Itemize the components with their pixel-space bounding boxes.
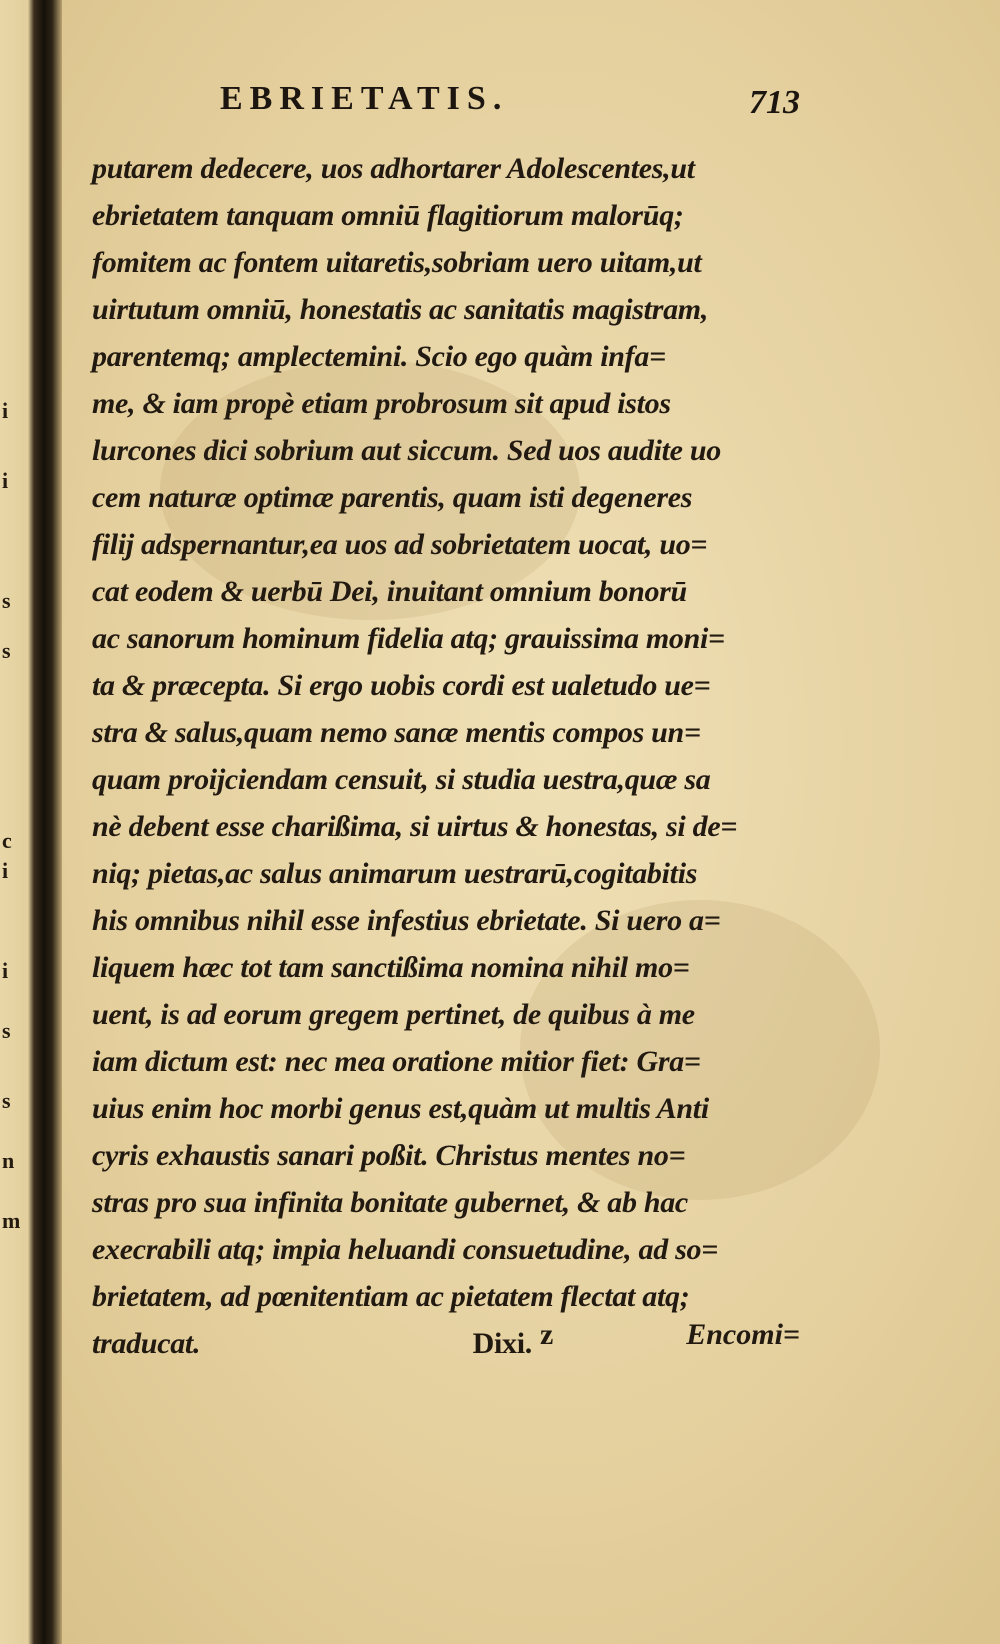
text-line: cyris exhaustis sanari poßit. Christus mentes no= [92,1139,686,1172]
text-line: nè debent esse charißima, si uirtus & honestas, si de= [92,810,738,843]
catchword: Encomi= [686,1318,800,1351]
text-line: ebrietatem tanquam omniū flagitiorum malorūq; [92,199,684,232]
gutter-mark: s [2,1088,11,1113]
text-line: fomitem ac fontem uitaretis,sobriam uero uitam,ut [92,246,702,279]
gutter-mark: m [2,1208,21,1233]
catchline [540,1318,800,1358]
body-text [92,145,792,1367]
text-line: his omnibus nihil esse infestius ebrietate. Si uero a= [92,904,721,937]
gutter-mark: i [2,858,9,883]
text-line: me, & iam propè etiam probrosum sit apud istos [92,387,671,420]
gutter-mark: c [2,828,12,853]
text-line: lurcones dici sobrium aut siccum. Sed uos audite uo [92,434,721,467]
text-line: liquem hæc tot tam sanctißima nomina nihil mo= [92,951,690,984]
text-line: ac sanorum hominum fidelia atq; grauissima moni= [92,622,725,655]
text-line: cem naturæ optimæ parentis, quam isti degeneres [92,481,693,514]
text-line: parentemq; amplectemini. Scio ego quàm infa= [92,340,666,373]
gutter-mark: i [2,958,9,983]
dixi-text: Dixi. [472,1327,532,1360]
page-number: 713 [749,84,800,121]
gutter-mark: s [2,588,11,613]
text-line: niq; pietas,ac salus animarum uestrarū,cogitabitis [92,857,698,890]
text-line: quam proijciendam censuit, si studia uestra,quæ sa [92,763,711,796]
text-line: cat eodem & uerbū Dei, inuitant omnium bonorū [92,575,687,608]
text-line: filij adspernantur,ea uos ad sobrietatem uocat, uo= [92,528,708,561]
text-line: stra & salus,quam nemo sanæ mentis compos un= [92,716,701,749]
text-line: uent, is ad eorum gregem pertinet, de quibus à me [92,998,695,1031]
gutter-mark: i [2,398,9,423]
text-line-last [92,1320,532,1367]
gutter-mark: i [2,468,9,493]
page-gutter [0,0,62,1644]
last-line-text: traducat. [92,1327,201,1360]
running-head: EBRIETATIS. [220,80,509,117]
gutter-mark: s [2,1018,11,1043]
gutter-mark: n [2,1148,15,1173]
signature-mark: z [540,1318,554,1351]
text-line: execrabili atq; impia heluandi consuetudine, ad so= [92,1233,718,1266]
page-header [220,80,800,130]
text-line: putarem dedecere, uos adhortarer Adolescentes,ut [92,152,695,185]
text-line: stras pro sua infinita bonitate gubernet, & ab hac [92,1186,688,1219]
text-line: uius enim hoc morbi genus est,quàm ut multis Anti [92,1092,709,1125]
text-line: uirtutum omniū, honestatis ac sanitatis magistram, [92,293,709,326]
text-line: iam dictum est: nec mea oratione mitior fiet: Gra= [92,1045,701,1078]
text-line: brietatem, ad pœnitentiam ac pietatem flectat atq; [92,1280,690,1313]
text-line: ta & præcepta. Si ergo uobis cordi est ualetudo ue= [92,669,711,702]
gutter-mark: s [2,638,11,663]
